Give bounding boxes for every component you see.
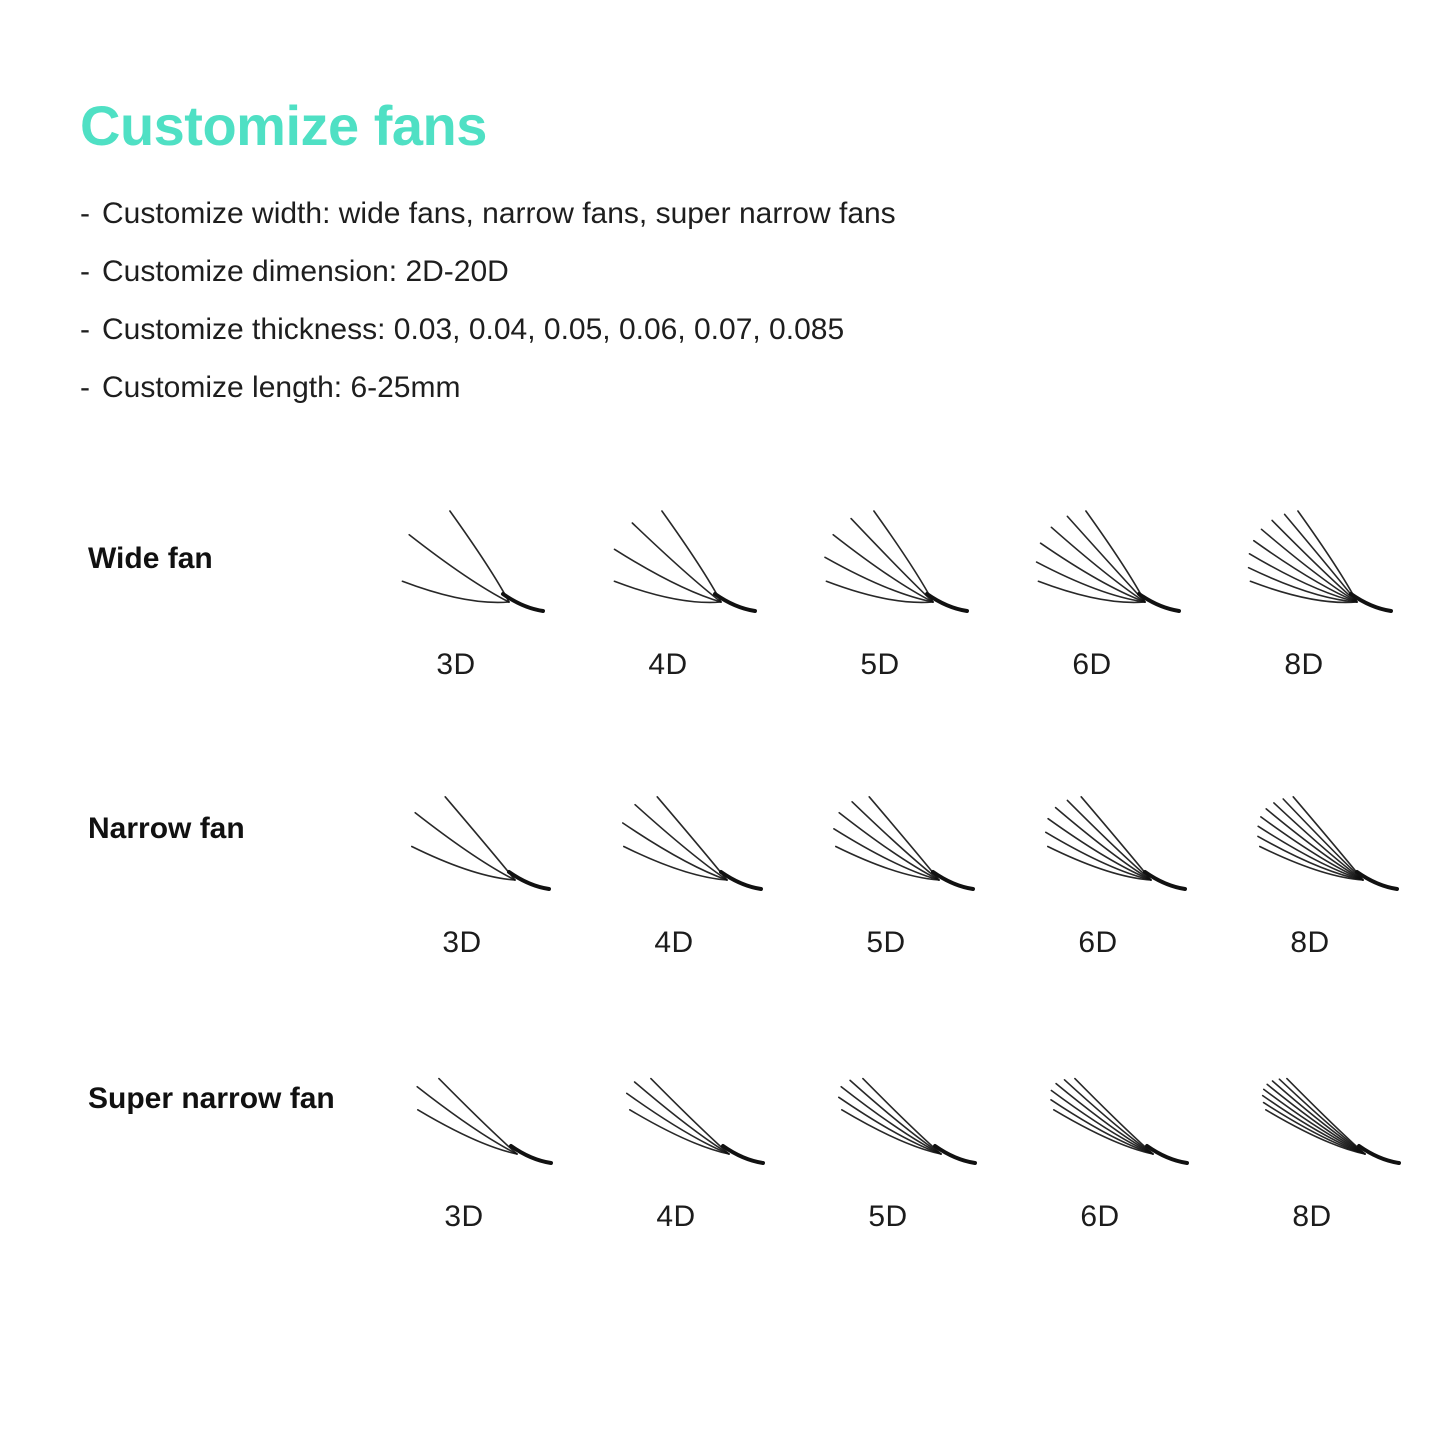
fan-cell-label: 4D <box>648 648 688 681</box>
lash-fan-icon <box>1003 758 1193 898</box>
fan-cell <box>350 480 562 682</box>
fan-cell <box>780 758 992 960</box>
fan-cell-label: 4D <box>656 1200 696 1233</box>
fan-illustration <box>1204 758 1416 898</box>
fan-illustration <box>782 1032 994 1172</box>
lash-fan-icon <box>573 480 763 620</box>
page-title: Customize fans <box>80 94 487 157</box>
fan-illustration <box>570 1032 782 1172</box>
fan-illustration <box>994 1032 1206 1172</box>
fan-cell-label: 5D <box>860 648 900 681</box>
lash-fan-icon <box>367 758 557 898</box>
fan-cell <box>1198 480 1410 682</box>
fan-cell-label: 3D <box>442 926 482 959</box>
fan-cell <box>1204 758 1416 960</box>
fan-cell <box>994 1032 1206 1234</box>
fan-illustration <box>568 758 780 898</box>
list-item <box>80 243 1230 301</box>
fan-cell <box>570 1032 782 1234</box>
bullet-dash: - <box>80 255 90 288</box>
fan-illustration <box>562 480 774 620</box>
fan-cell <box>992 758 1204 960</box>
fan-cell-label: 5D <box>868 1200 908 1233</box>
lash-fan-icon <box>791 758 981 898</box>
fan-cell <box>782 1032 994 1234</box>
fan-cell <box>568 758 780 960</box>
fan-illustration <box>992 758 1204 898</box>
fan-illustration <box>356 758 568 898</box>
fan-illustration <box>358 1032 570 1172</box>
fan-row-super-narrow <box>0 1010 1445 1280</box>
fan-illustration <box>780 758 992 898</box>
feature-bullet-list <box>80 185 1230 417</box>
bullet-text: Customize dimension: 2D-20D <box>102 255 509 288</box>
lash-fan-icon <box>369 1032 559 1172</box>
fan-cell-label: 6D <box>1072 648 1112 681</box>
lash-fan-icon <box>1209 480 1399 620</box>
fan-row-narrow <box>0 740 1445 1010</box>
fan-comparison-grid <box>0 470 1445 1280</box>
fan-illustration <box>774 480 986 620</box>
fan-illustration <box>1198 480 1410 620</box>
row-label: Super narrow fan <box>88 1082 335 1115</box>
fan-cell-label: 3D <box>436 648 476 681</box>
lash-fan-icon <box>793 1032 983 1172</box>
list-item <box>80 301 1230 359</box>
fan-cell-label: 8D <box>1292 1200 1332 1233</box>
fan-cell <box>774 480 986 682</box>
lash-fan-icon <box>361 480 551 620</box>
bullet-dash: - <box>80 371 90 404</box>
fan-cell <box>356 758 568 960</box>
fan-cell-label: 8D <box>1284 648 1324 681</box>
fan-cell-label: 6D <box>1078 926 1118 959</box>
row-cells <box>356 758 1416 960</box>
fan-illustration <box>350 480 562 620</box>
fan-row-wide <box>0 470 1445 740</box>
fan-cell-label: 4D <box>654 926 694 959</box>
lash-fan-icon <box>581 1032 771 1172</box>
row-cells <box>350 480 1410 682</box>
row-cells <box>358 1032 1418 1234</box>
bullet-text: Customize length: 6-25mm <box>102 371 461 404</box>
list-item <box>80 359 1230 417</box>
fan-cell-label: 6D <box>1080 1200 1120 1233</box>
lash-fan-icon <box>579 758 769 898</box>
bullet-dash: - <box>80 313 90 346</box>
lash-fan-icon <box>1217 1032 1407 1172</box>
fan-cell <box>562 480 774 682</box>
bullet-text: Customize width: wide fans, narrow fans, super narrow fans <box>102 197 896 230</box>
fan-cell-label: 8D <box>1290 926 1330 959</box>
lash-fan-icon <box>1215 758 1405 898</box>
fan-cell <box>358 1032 570 1234</box>
fan-cell <box>1206 1032 1418 1234</box>
row-label: Wide fan <box>88 542 213 575</box>
fan-illustration <box>986 480 1198 620</box>
bullet-text: Customize thickness: 0.03, 0.04, 0.05, 0.06, 0.07, 0.085 <box>102 313 845 346</box>
bullet-dash: - <box>80 197 90 230</box>
lash-fan-icon <box>997 480 1187 620</box>
fan-cell-label: 5D <box>866 926 906 959</box>
row-label: Narrow fan <box>88 812 245 845</box>
list-item <box>80 185 1230 243</box>
lash-fan-icon <box>1005 1032 1195 1172</box>
fan-cell-label: 3D <box>444 1200 484 1233</box>
lash-fan-icon <box>785 480 975 620</box>
fan-cell <box>986 480 1198 682</box>
fan-illustration <box>1206 1032 1418 1172</box>
